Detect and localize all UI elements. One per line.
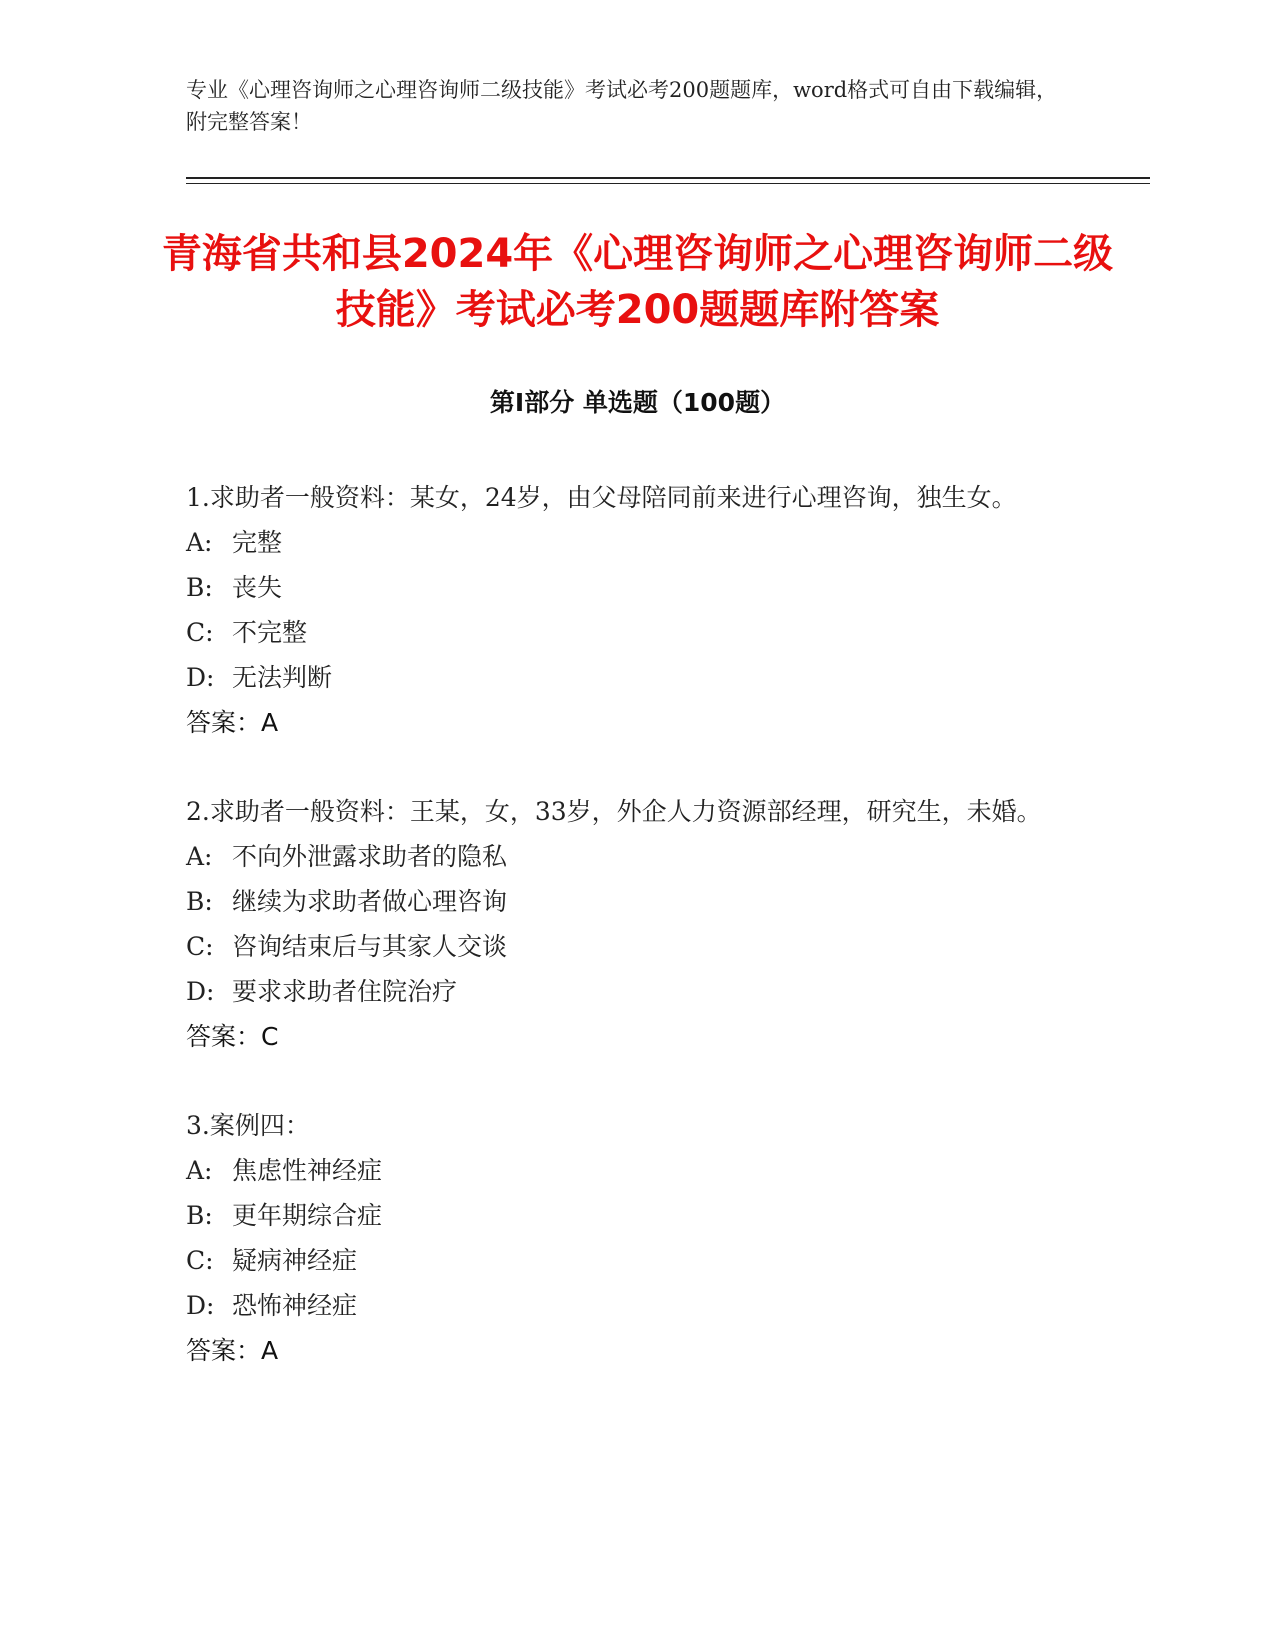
answer-line: 答案：A bbox=[186, 708, 279, 737]
option-b bbox=[186, 565, 1066, 610]
option-key: B: bbox=[186, 573, 213, 602]
option-text: 丧失 bbox=[232, 573, 283, 602]
option-d bbox=[186, 655, 1066, 700]
question-2 bbox=[186, 789, 1066, 1059]
option-d bbox=[186, 969, 1066, 1014]
option-a bbox=[186, 1148, 1066, 1193]
option-key: C: bbox=[186, 932, 214, 961]
question-3 bbox=[186, 1103, 1066, 1373]
option-a bbox=[186, 834, 1066, 879]
option-key: C: bbox=[186, 1246, 214, 1275]
option-d bbox=[186, 1283, 1066, 1328]
question-list bbox=[186, 475, 1066, 1417]
option-key: D: bbox=[186, 1291, 215, 1320]
option-c bbox=[186, 1238, 1066, 1283]
option-text: 继续为求助者做心理咨询 bbox=[232, 887, 508, 916]
question-1 bbox=[186, 475, 1066, 745]
option-c bbox=[186, 924, 1066, 969]
answer-line: 答案：A bbox=[186, 1336, 279, 1365]
question-stem: 2.求助者一般资料：王某，女，33岁，外企人力资源部经理，研究生，未婚。 bbox=[186, 797, 1042, 826]
header-note: 专业《心理咨询师之心理咨询师二级技能》考试必考200题题库，word格式可自由下载编辑，附完整答案！ bbox=[186, 78, 1058, 134]
option-key: A: bbox=[186, 842, 213, 871]
option-text: 咨询结束后与其家人交谈 bbox=[232, 932, 508, 961]
document-title: 青海省共和县2024年《心理咨询师之心理咨询师二级技能》考试必考200题题库附答案 bbox=[161, 231, 1114, 333]
option-key: C: bbox=[186, 618, 214, 647]
question-stem: 3.案例四： bbox=[186, 1111, 310, 1140]
option-b bbox=[186, 879, 1066, 924]
option-text: 焦虑性神经症 bbox=[232, 1156, 383, 1185]
header-rule-thin bbox=[186, 183, 1150, 184]
option-a bbox=[186, 520, 1066, 565]
option-key: B: bbox=[186, 887, 213, 916]
option-text: 要求求助者住院治疗 bbox=[232, 977, 458, 1006]
option-b bbox=[186, 1193, 1066, 1238]
option-text: 更年期综合症 bbox=[232, 1201, 383, 1230]
answer-line: 答案：C bbox=[186, 1022, 279, 1051]
option-text: 疑病神经症 bbox=[232, 1246, 358, 1275]
option-text: 不向外泄露求助者的隐私 bbox=[232, 842, 508, 871]
option-text: 无法判断 bbox=[232, 663, 333, 692]
option-text: 恐怖神经症 bbox=[232, 1291, 358, 1320]
option-c bbox=[186, 610, 1066, 655]
section-heading: 第Ⅰ部分 单选题（100题） bbox=[489, 388, 786, 417]
option-key: A: bbox=[186, 1156, 213, 1185]
question-stem: 1.求助者一般资料：某女，24岁，由父母陪同前来进行心理咨询，独生女。 bbox=[186, 483, 1017, 512]
option-key: A: bbox=[186, 528, 213, 557]
option-key: B: bbox=[186, 1201, 213, 1230]
option-text: 不完整 bbox=[232, 618, 308, 647]
option-text: 完整 bbox=[232, 528, 283, 557]
option-key: D: bbox=[186, 663, 215, 692]
header-rule-thick bbox=[186, 177, 1150, 179]
option-key: D: bbox=[186, 977, 215, 1006]
